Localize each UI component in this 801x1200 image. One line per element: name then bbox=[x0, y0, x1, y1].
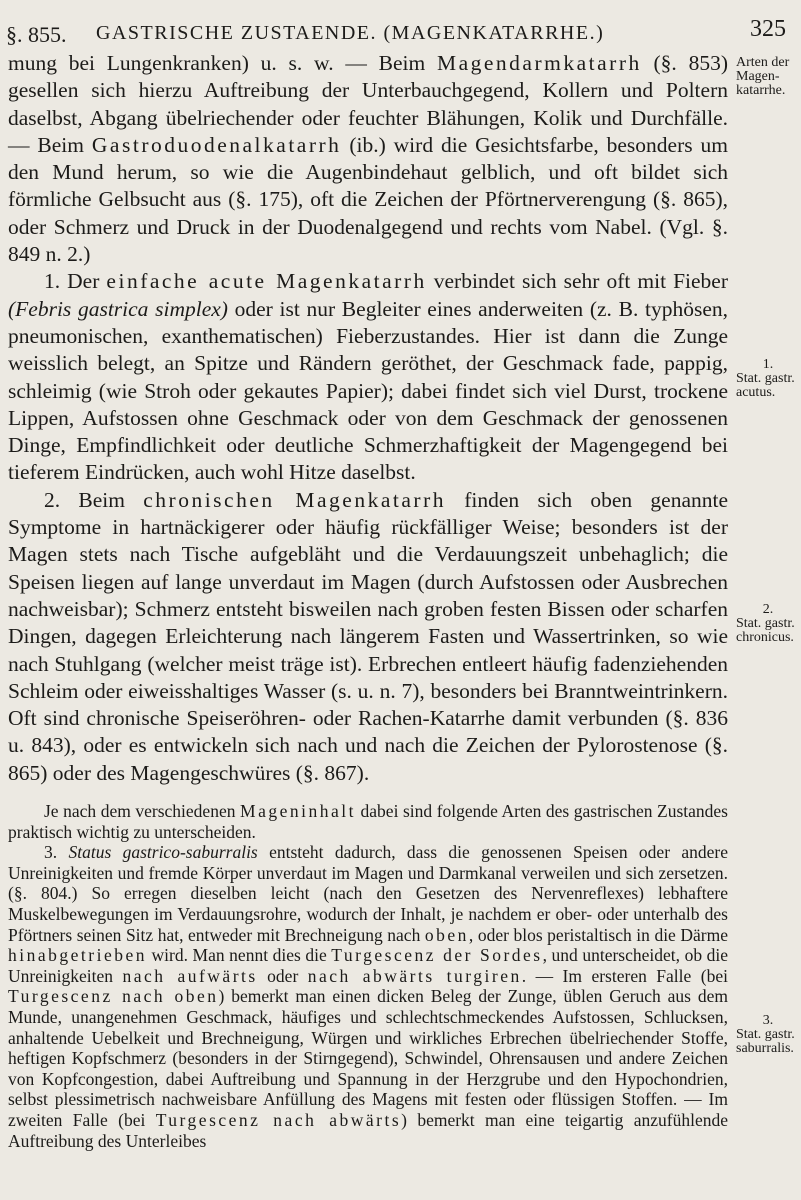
text-run: (§. 853) gesellen sich hierzu Auftreibung der Unterbauchgegend, Kollern und Poltern daselbst, Abgang übelriechender oder feuchter Blähungen, Kolik und Durchfälle. — Beim bbox=[8, 51, 728, 157]
text-run: verbindet sich sehr oft mit Fieber bbox=[426, 269, 729, 294]
margin-note-saburral bbox=[736, 1014, 800, 1056]
margin-note-types bbox=[736, 56, 800, 98]
page-body bbox=[8, 50, 728, 1151]
page-header bbox=[6, 8, 786, 47]
text-run: , oder blos peristaltisch in die Därme bbox=[468, 924, 728, 945]
paragraph-continuation bbox=[8, 50, 728, 268]
emphasis-term: Turgescenz nach oben bbox=[8, 986, 219, 1007]
emphasis-term: Magendarmkatarrh bbox=[436, 51, 642, 75]
section-number: §. 855. bbox=[6, 22, 67, 47]
margin-note-chronic bbox=[736, 603, 800, 645]
emphasis-term: einfache acute Magenkatarrh bbox=[106, 269, 427, 294]
emphasis-term: Mageninhalt bbox=[240, 801, 356, 822]
emphasis-term: hinabgetrieben bbox=[8, 945, 147, 966]
margin-note-number: 1. bbox=[762, 357, 774, 372]
margin-note-number: 2. bbox=[762, 602, 774, 617]
margin-note-text: Arten der Magen-katarrhe. bbox=[736, 55, 790, 98]
text-run: Je nach dem verschiedenen bbox=[44, 801, 241, 822]
paragraph-small-intro bbox=[8, 801, 728, 842]
emphasis-term: nach aufwärts bbox=[122, 965, 258, 986]
page-number: 325 bbox=[750, 16, 786, 42]
emphasis-term: Turgescenz der Sordes bbox=[331, 945, 543, 966]
emphasis-term: nach abwärts turgiren bbox=[307, 965, 522, 986]
margin-note-acute bbox=[736, 358, 800, 400]
margin-note-text: Stat. gastr. acutus. bbox=[736, 371, 795, 400]
margin-note-text: Stat. gastr. chronicus. bbox=[736, 616, 795, 645]
paragraph-acute bbox=[8, 268, 728, 486]
margin-note-number: 3. bbox=[762, 1013, 774, 1028]
running-title: GASTRISCHE ZUSTAENDE. (MAGENKATARRHE.) bbox=[96, 22, 605, 44]
latin-term: (Febris gastrica simplex) bbox=[8, 296, 228, 321]
text-run: (ib.) wird die Gesichtsfarbe, besonders um den Mund herum, so wie die Augenbindehaut gelblich, und oft bildet sich förmliche Gelbsucht aus (§. 175), oft die Zeichen der Pförtnerverengung (§. 865), oder Schmerz und Druck in der Duodenalgegend und rechts vom Nabel. (Vgl. §. 849 n. 2.) bbox=[8, 132, 728, 267]
text-run: 3. bbox=[44, 842, 69, 863]
text-run: 1. Der bbox=[44, 269, 107, 294]
latin-term: Status gastrico-saburralis bbox=[68, 842, 258, 863]
text-run: finden sich oben genannte Symptome in hartnäckigerer oder häufig rückfälliger Weise; besonders ist der Magen stets nach Tische aufgebläht und die Verdauungszeit unbehaglich; die Speisen liegen auf lange unverdaut im Magen (durch Aufstossen oder Ausbrechen nachweisbar); Schmerz entsteht bisweilen nach groben festen Bissen oder scharfen Dingen, dagegen Erleichterung nach längerem Fasten und Wassertrinken, so wie nach Stuhlgang (welcher meist träge ist). Erbrechen entleert häufig fadenziehenden Schleim oder eiweisshaltiges Wasser (s. u. n. 7), besonders bei Branntweintrinkern. Oft sind chronische Speiseröhren- oder Rachen-Katarrhe damit verbunden (§. 836 u. 843), oder es entwickeln sich nach und nach die Zeichen der Pylorostenose (§. 865) oder des Magengeschwüres (§. 867). bbox=[8, 487, 728, 785]
paragraph-chronic bbox=[8, 487, 728, 787]
emphasis-term: Gastroduodenalkatarrh bbox=[91, 132, 342, 157]
text-run: ) bemerkt man einen dicken Beleg der Zunge, üblen Geruch aus dem Munde, unangenehmen Geschmack, häufiges und schlechtschmeckendes Aufstossen, Schlucksen, anhaltende Uebelkeit und Brechneigung, Würgen und wirkliches Erbrechen übelriechender Stoffe, heftigen Kopfschmerz (besonders in der Stirngegend), Schwindel, Ohrensausen und andere Zeichen von Kopfcongestion, dabei Auftreibung und Spannung in der Herzgrube und den Hypochondrien, selbst plessimetrisch nachweisbare Anfüllung des Magens mit festen oder flüssigen Stoffen. — Im zweiten Falle (bei bbox=[8, 986, 728, 1130]
text-run: mung bei Lungenkranken) u. s. w. — Beim bbox=[8, 51, 437, 75]
text-run: wird. Man nennt dies die bbox=[146, 945, 332, 966]
text-run: 2. Beim bbox=[44, 487, 144, 512]
text-run: entsteht dadurch, dass die genossenen Speisen oder andere Unreinigkeiten und fremde Körper unverdaut im Magen und Darmkanal verweilen und sich zersetzen. (§. 804.) So erregen dieselben leicht (nach den Gesetzen des Nervenreflexes) lebhaftere Muskelbewegungen im Verdauungsrohre, wodurch der Inhalt, je nachdem er ober- oder unterhalb des Pförtners seinen Sitz hat, entweder mit Brechneigung nach bbox=[8, 842, 728, 945]
text-run: , und unterscheidet, ob die Unreinigkeiten bbox=[8, 945, 728, 986]
text-run: dabei sind folgende Arten des gastrischen Zustandes praktisch wichtig zu unterscheiden. bbox=[8, 801, 728, 842]
text-run: ) bemerkt man eine teigartig anzufühlende Auftreibung des Unterleibes bbox=[8, 1109, 728, 1151]
text-run: oder bbox=[257, 965, 308, 986]
text-run: oder ist nur Begleiter eines anderweiten (z. B. typhösen, pneumonischen, exanthematischen) Fieberzustandes. Hier ist dann die Zunge weisslich belegt, an Spitze und Rändern geröthet, der Geschmack fade, pappig, schleimig (wie Stroh oder gekautes Papier); dabei findet sich viel Durst, trockene Lippen, Aufstossen ohne Geschmack oder von dem Geschmack der genossenen Dinge, Empfindlichkeit oder deutliche Schmerzhaftigkeit der Magengegend bei tieferem Eindrücken, auch wohl Hitze daselbst. bbox=[8, 296, 728, 485]
margin-note-text: Stat. gastr. saburralis. bbox=[736, 1027, 795, 1056]
emphasis-term: chronischen Magenkatarrh bbox=[143, 487, 446, 512]
text-run: . — Im ersteren Falle (bei bbox=[521, 965, 728, 986]
emphasis-term: Turgescenz nach abwärts bbox=[155, 1109, 402, 1130]
paragraph-saburral bbox=[8, 842, 728, 1151]
emphasis-term: oben bbox=[424, 924, 469, 945]
